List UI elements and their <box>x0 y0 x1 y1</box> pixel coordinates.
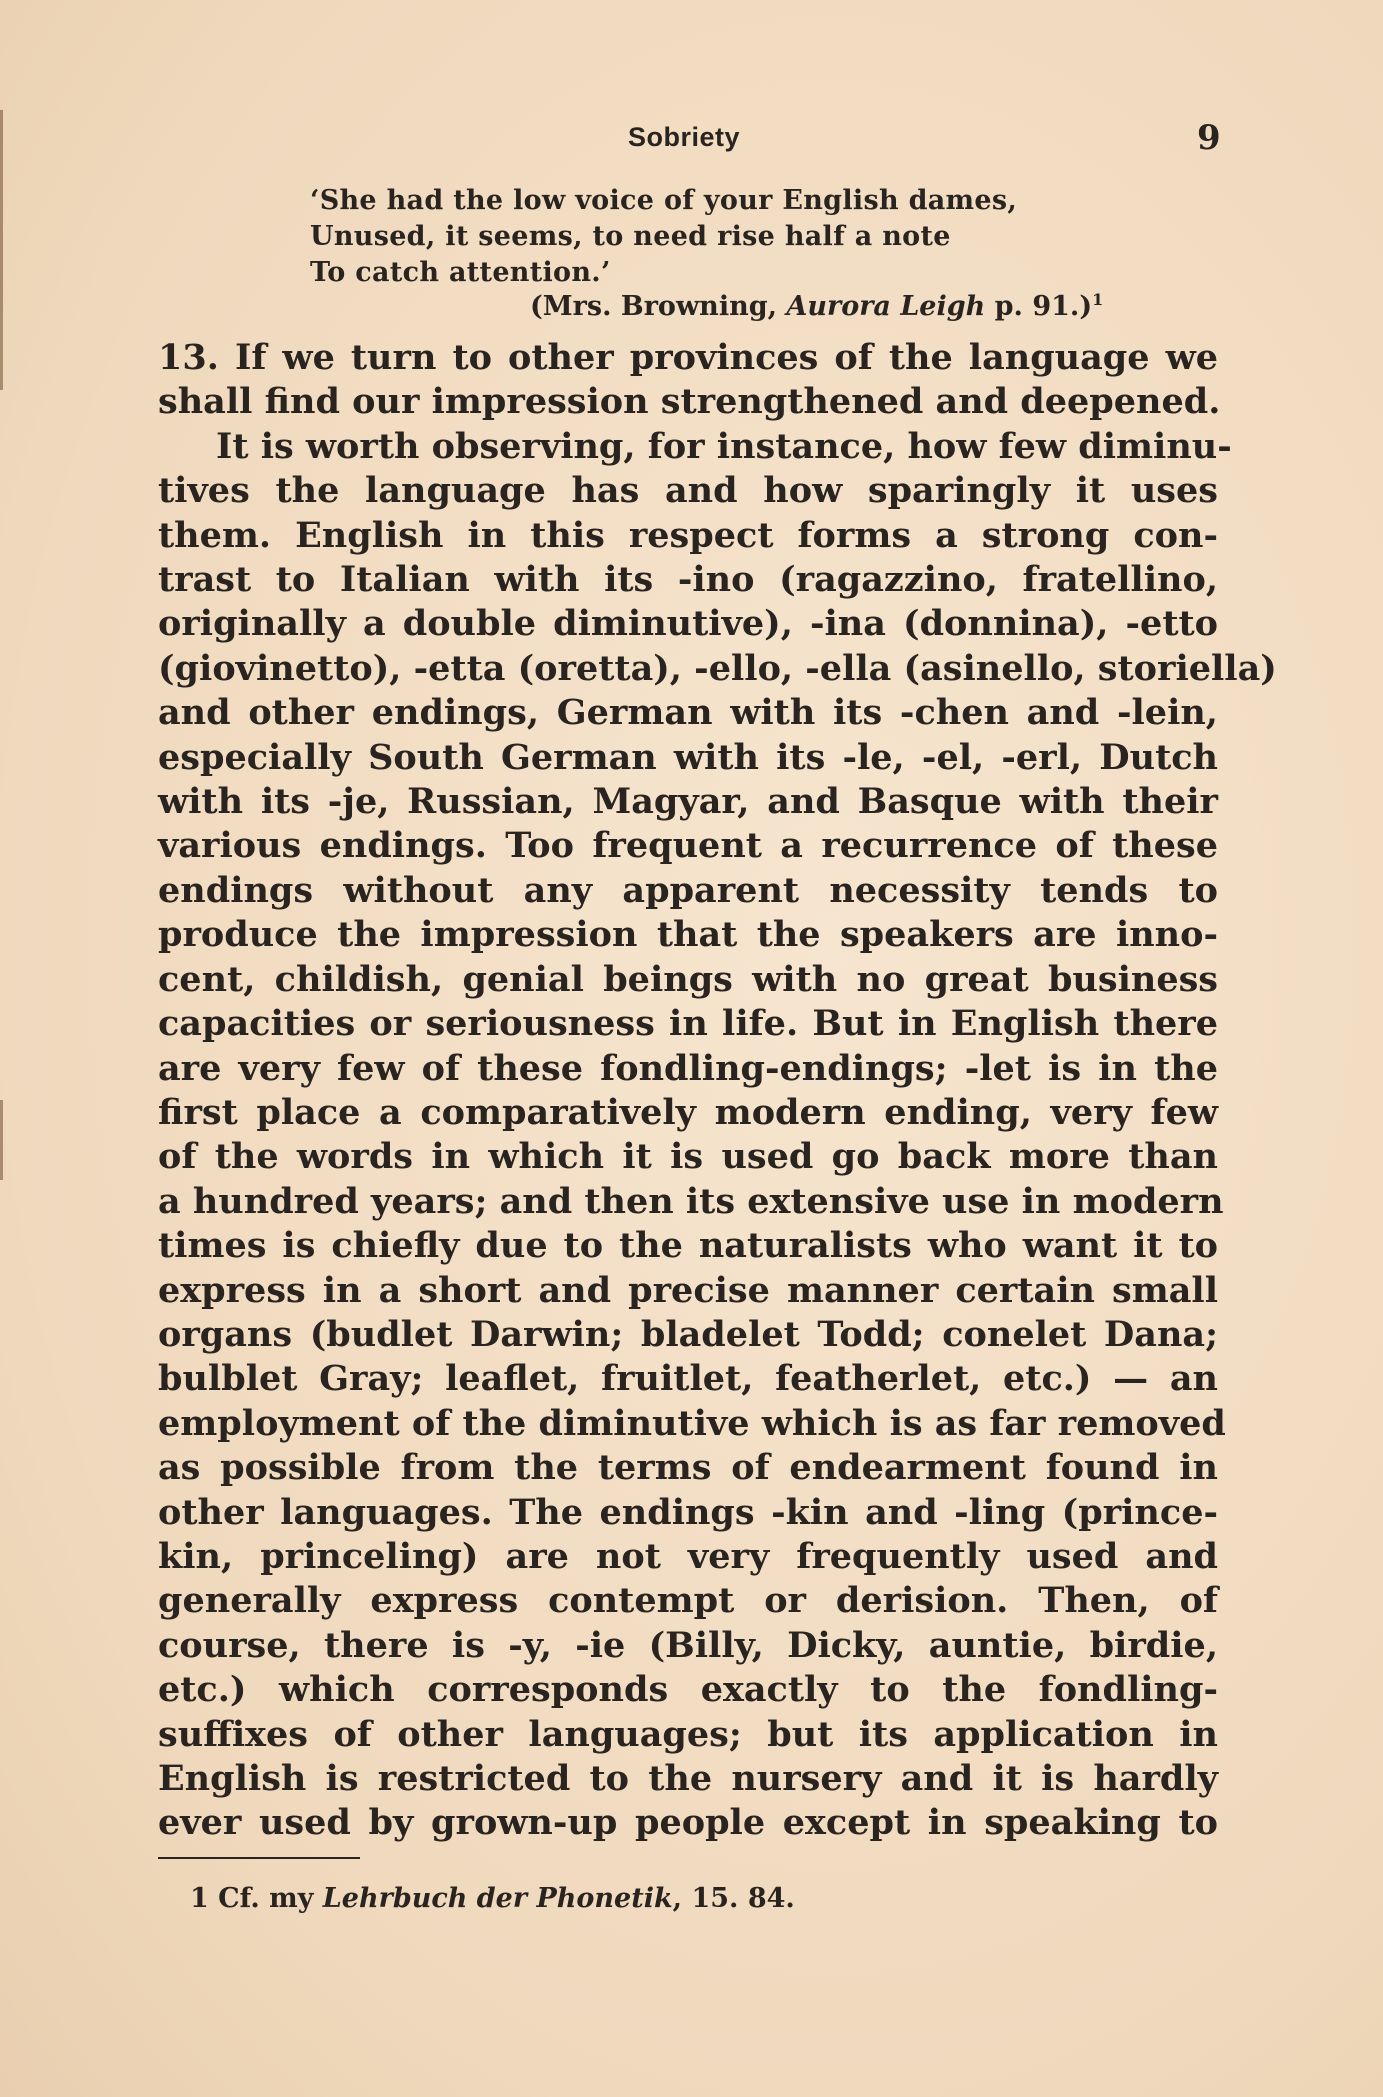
section-number: 13. <box>158 337 235 378</box>
quote-line: ‘She had the low voice of your English dames, <box>310 185 1018 216</box>
body-line: are very few of these fondling-endings; -let is in the <box>158 1047 1218 1089</box>
body-line: employment of the diminutive which is as far removed <box>158 1402 1226 1444</box>
body-line: generally express contempt or derision. Then, of <box>158 1580 1218 1622</box>
body-line: as possible from the terms of endearment found in <box>158 1447 1218 1489</box>
citation-title: Aurora Leigh <box>786 291 986 322</box>
body-line: cent, childish, genial beings with no great business <box>158 958 1218 1000</box>
body-line: shall find our impression strengthened and deepened. <box>158 381 1221 423</box>
body-line: bulblet Gray; leaflet, fruitlet, featherlet, etc.) — an <box>158 1358 1218 1400</box>
quote-line: To catch attention.’ <box>310 257 611 288</box>
body-line: suffixes of other languages; but its application in <box>158 1713 1218 1755</box>
body-line: organs (budlet Darwin; bladelet Todd; conelet Dana; <box>158 1313 1218 1355</box>
body-line: originally a double diminutive), -ina (donnina), -etto <box>158 603 1218 645</box>
body-line: tives the language has and how sparingly it uses <box>158 470 1218 512</box>
body-line: produce the impression that the speakers are inno- <box>158 914 1218 956</box>
body-line: endings without any apparent necessity tends to <box>158 869 1218 911</box>
body-line: times is chiefly due to the naturalists who want it to <box>158 1225 1218 1267</box>
body-line: (giovinetto), -etta (oretta), -ello, -ella (asinello, storiella) <box>158 647 1277 689</box>
body-line: etc.) which corresponds exactly to the fondling- <box>158 1669 1218 1711</box>
body-line: especially South German with its -le, -el, -erl, Dutch <box>158 736 1218 778</box>
body-line: capacities or seriousness in life. But in English there <box>158 1003 1218 1045</box>
quote-line: Unused, it seems, to need rise half a note <box>310 221 951 252</box>
footnote-title: Lehrbuch der Phonetik <box>322 1883 673 1914</box>
body-line: with its -je, Russian, Magyar, and Basque with their <box>158 781 1218 823</box>
page-edge-mark <box>0 110 3 390</box>
body-line: express in a short and precise manner certain small <box>158 1269 1218 1311</box>
running-head: Sobriety <box>628 122 741 152</box>
body-line: 13. If we turn to other provinces of the language we <box>158 337 1219 378</box>
body-line: first place a comparatively modern ending, very few <box>158 1091 1218 1133</box>
quote-citation: (Mrs. Browning, Aurora Leigh p. 91.)$^1$ <box>530 290 1104 322</box>
body-line: and other endings, German with its -chen and -lein, <box>158 692 1218 734</box>
block-quote <box>310 183 1017 291</box>
page-number: 9 <box>1197 118 1221 158</box>
page-edge-mark <box>0 1100 3 1180</box>
body-text <box>158 336 1277 1846</box>
body-line: trast to Italian with its -ino (ragazzino, fratellino, <box>158 559 1218 601</box>
body-line: them. English in this respect forms a strong con- <box>158 514 1218 556</box>
body-line: various endings. Too frequent a recurrence of these <box>158 825 1218 867</box>
body-line: a hundred years; and then its extensive use in modern <box>158 1180 1224 1222</box>
body-line: ever used by grown-up people except in speaking to <box>158 1802 1218 1844</box>
footnote: 1 Cf. my Lehrbuch der Phonetik, 15. 84. <box>190 1883 795 1914</box>
body-line: English is restricted to the nursery and it is hardly <box>158 1758 1218 1799</box>
body-line: other languages. The endings -kin and -ling (prince- <box>158 1491 1218 1533</box>
body-line: kin, princeling) are not very frequently used and <box>158 1535 1218 1577</box>
body-line: of the words in which it is used go back more than <box>158 1136 1218 1178</box>
body-line: It is worth observing, for instance, how few diminu- <box>216 425 1232 467</box>
footnote-marker: 1 <box>1092 290 1104 309</box>
body-line: course, there is -y, -ie (Billy, Dicky, auntie, birdie, <box>158 1624 1218 1666</box>
footnote-rule <box>158 1857 360 1859</box>
